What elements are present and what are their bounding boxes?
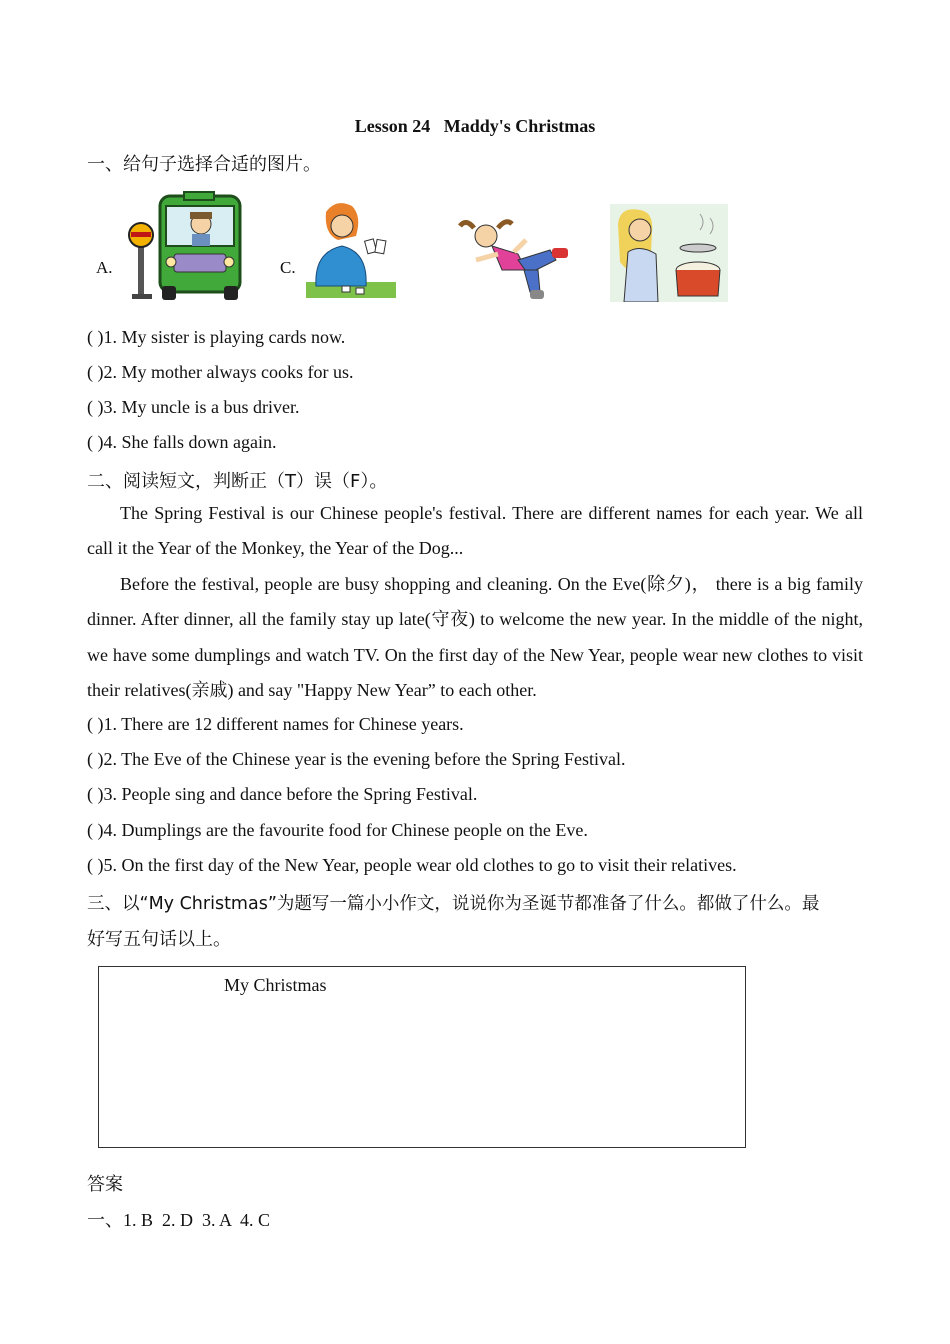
page-title: Lesson 24 Maddy's Christmas <box>354 116 596 136</box>
section2-question-5: ( )5. On the first day of the New Year, people wear old clothes to go to visit their relatives. <box>87 855 737 875</box>
section2-heading: 二、阅读短文，判断正（T）误（F）。 <box>87 471 388 492</box>
cooking-mother-picture <box>610 204 728 302</box>
section1-question-3: ( )3. My uncle is a bus driver. <box>87 397 300 417</box>
writing-box[interactable] <box>98 966 746 1148</box>
section3-heading-line1: 三、以“My Christmas”为题写一篇小小作文，说说你为圣诞节都准备了什么。都做了什么。最 <box>87 894 820 914</box>
section2-question-1: ( )1. There are 12 different names for Chinese years. <box>87 714 464 734</box>
section1-question-1: ( )1. My sister is playing cards now. <box>87 327 346 347</box>
section2-question-2: ( )2. The Eve of the Chinese year is the evening before the Spring Festival. <box>87 749 626 769</box>
section2-question-3: ( )3. People sing and dance before the Spring Festival. <box>87 784 478 804</box>
writing-box-title: My Christmas <box>224 975 327 995</box>
bus-driver-picture <box>126 190 246 302</box>
reading-paragraph-1: The Spring Festival is our Chinese people's festival. There are different names for each year. We all call it the Year of the Monkey, the Year of the Dog... <box>87 503 863 559</box>
section1-question-2: ( )2. My mother always cooks for us. <box>87 362 354 382</box>
picture-label-c: C. <box>280 258 296 277</box>
section1-question-4: ( )4. She falls down again. <box>87 432 277 452</box>
falling-girl-picture <box>458 208 574 302</box>
answers-line-1: 一、1. B 2. D 3. A 4. C <box>87 1210 271 1230</box>
playing-cards-picture <box>296 196 398 300</box>
section1-heading: 一、给句子选择合适的图片。 <box>87 154 321 175</box>
section3-heading-line2: 好写五句话以上。 <box>87 929 231 950</box>
picture-label-a: A. <box>96 258 113 277</box>
answers-title: 答案 <box>87 1174 123 1195</box>
section2-question-4: ( )4. Dumplings are the favourite food for Chinese people on the Eve. <box>87 820 588 840</box>
reading-paragraph-2: Before the festival, people are busy shopping and cleaning. On the Eve(除夕)， there is a big family dinner. After dinner, all the family stay up late(守夜) to welcome the new year. In the middle of the night, we have some dumplings and watch TV. On the first day of the New Year, people wear new clothes to visit their relatives(亲戚) and say "Happy New Year” to each other. <box>87 574 863 700</box>
